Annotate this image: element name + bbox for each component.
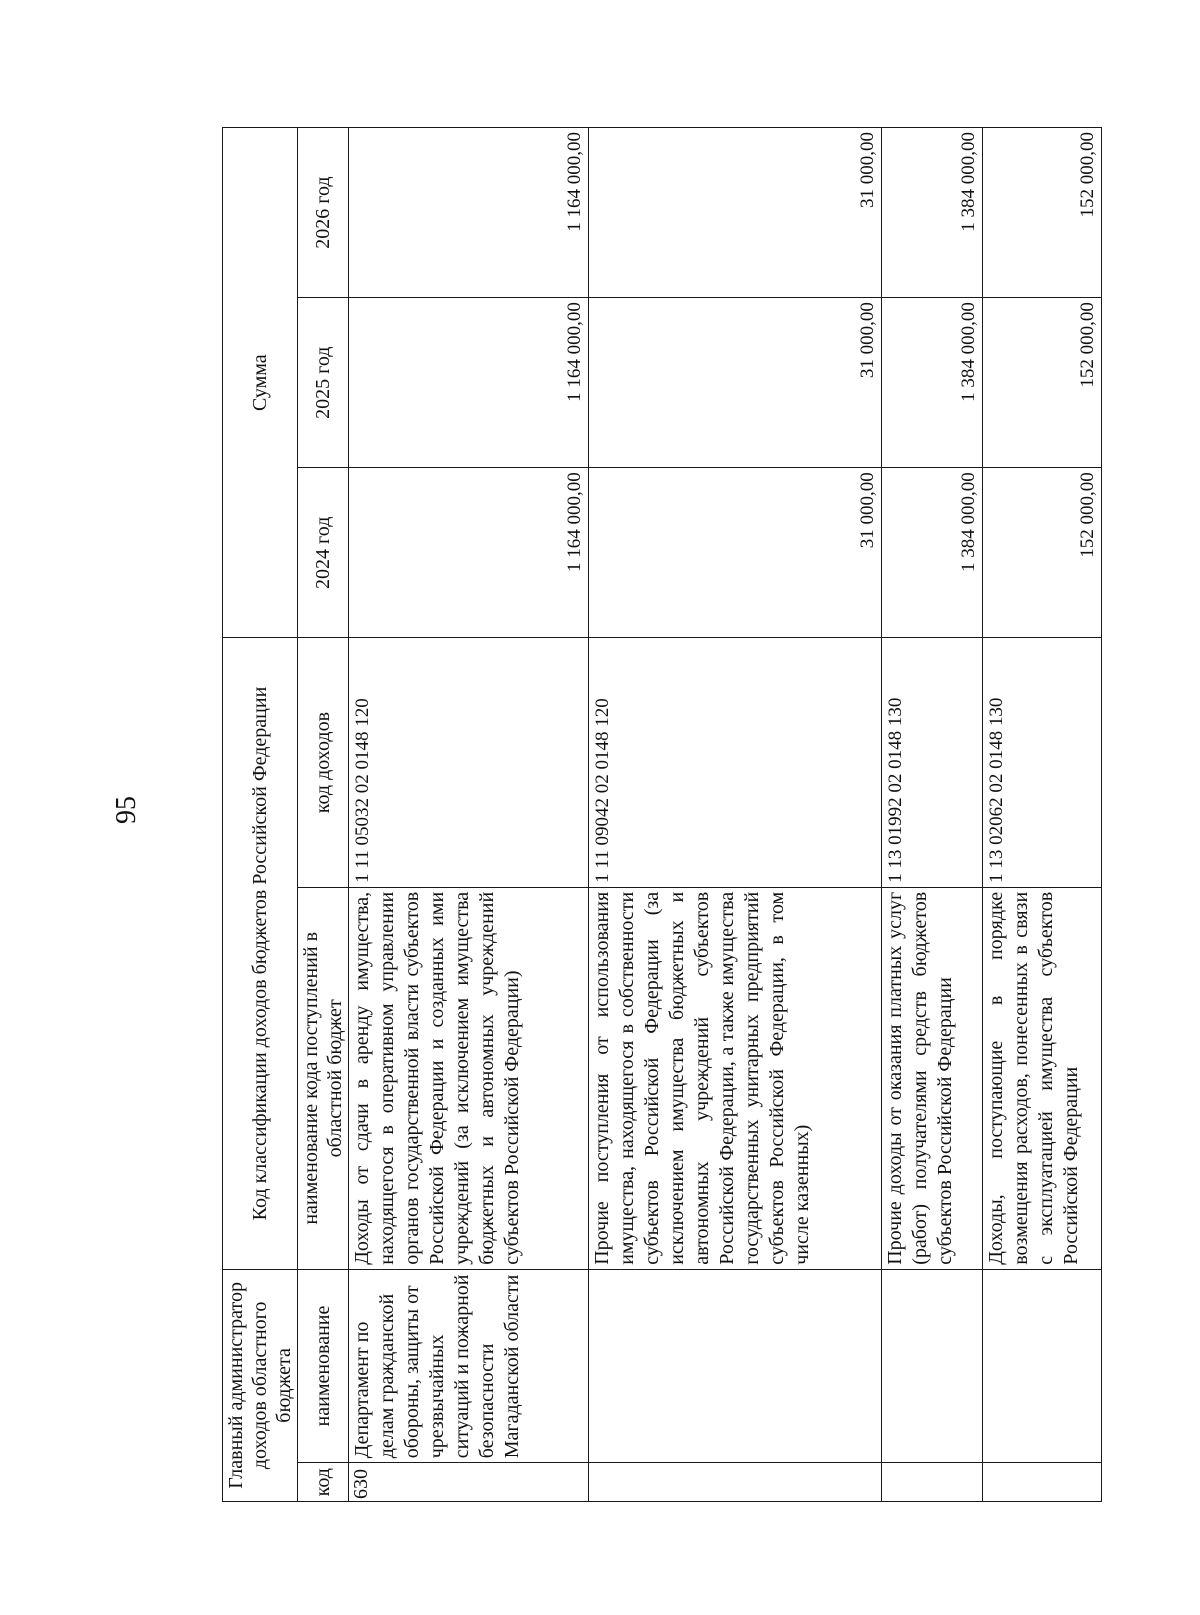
revenue-table (222, 127, 1102, 1502)
table-row (589, 128, 881, 1502)
income-code-cell: 1 11 09042 02 0148 120 (589, 638, 881, 888)
admin-name-cell: Департамент по делам гражданской обороны, защиты от чрезвычайных ситуаций и пожарной безопасности Магаданской области (349, 1269, 589, 1463)
amount-2026-cell: 1 164 000,00 (349, 128, 589, 298)
header-income-code: код доходов (298, 638, 349, 888)
admin-code-cell (881, 1463, 982, 1502)
income-description-cell: Прочие поступления от использования имущества, находящегося в собственности субъектов Российской Федерации (за исключением имущества бюджетных и автономных учреждений субъектов Российской Федерации, а также имущества государственных унитарных предприятий субъектов Российской Федерации, в том числе казенных) (589, 887, 881, 1269)
admin-name-cell (589, 1269, 881, 1463)
amount-2026-cell: 31 000,00 (589, 128, 881, 298)
income-description-cell: Прочие доходы от оказания платных услуг (работ) получателями средств бюджетов субъектов Российской Федерации (881, 887, 982, 1269)
amount-2025-cell: 31 000,00 (589, 298, 881, 468)
header-name: наименование (298, 1269, 349, 1463)
income-code-cell: 1 11 05032 02 0148 120 (349, 638, 589, 888)
admin-code-cell: 630 (349, 1463, 589, 1502)
income-description-cell: Доходы от сдачи в аренду имущества, находящегося в оперативном управлении органов государственной власти субъектов Российской Федерации и созданных ими учреждений (за исключением имущества бюджетных и автономных учреждений субъектов Российской Федерации) (349, 887, 589, 1269)
income-description-cell: Доходы, поступающие в порядке возмещения расходов, понесенных в связи с эксплуатацией имущества субъектов Российской Федерации (982, 887, 1101, 1269)
amount-2024-cell: 1 164 000,00 (349, 468, 589, 638)
admin-name-cell (881, 1269, 982, 1463)
header-year-2025: 2025 год (298, 298, 349, 468)
income-code-cell: 1 13 01992 02 0148 130 (881, 638, 982, 888)
table-row (982, 128, 1101, 1502)
header-year-2024: 2024 год (298, 468, 349, 638)
header-sum-group: Сумма (223, 128, 298, 638)
header-year-2026: 2026 год (298, 128, 349, 298)
admin-code-cell (982, 1463, 1101, 1502)
amount-2025-cell: 152 000,00 (982, 298, 1101, 468)
amount-2024-cell: 31 000,00 (589, 468, 881, 638)
amount-2025-cell: 1 164 000,00 (349, 298, 589, 468)
income-code-cell: 1 13 02062 02 0148 130 (982, 638, 1101, 888)
amount-2024-cell: 1 384 000,00 (881, 468, 982, 638)
amount-2025-cell: 1 384 000,00 (881, 298, 982, 468)
header-row-1 (223, 128, 298, 1502)
amount-2024-cell: 152 000,00 (982, 468, 1101, 638)
admin-name-cell (982, 1269, 1101, 1463)
amount-2026-cell: 1 384 000,00 (881, 128, 982, 298)
rotated-table-container (222, 127, 1102, 1502)
table-row (349, 128, 589, 1502)
header-admin-group: Главный администратор доходов областного бюджета (223, 1269, 298, 1501)
amount-2026-cell: 152 000,00 (982, 128, 1101, 298)
header-kod: код (298, 1463, 349, 1502)
header-income-description: наименование кода поступлений в областной бюджет (298, 887, 349, 1269)
page-number: 95 (111, 796, 142, 824)
admin-code-cell (589, 1463, 881, 1502)
table-row (881, 128, 982, 1502)
header-classification-group: Код классификации доходов бюджетов Российской Федерации (223, 638, 298, 1269)
